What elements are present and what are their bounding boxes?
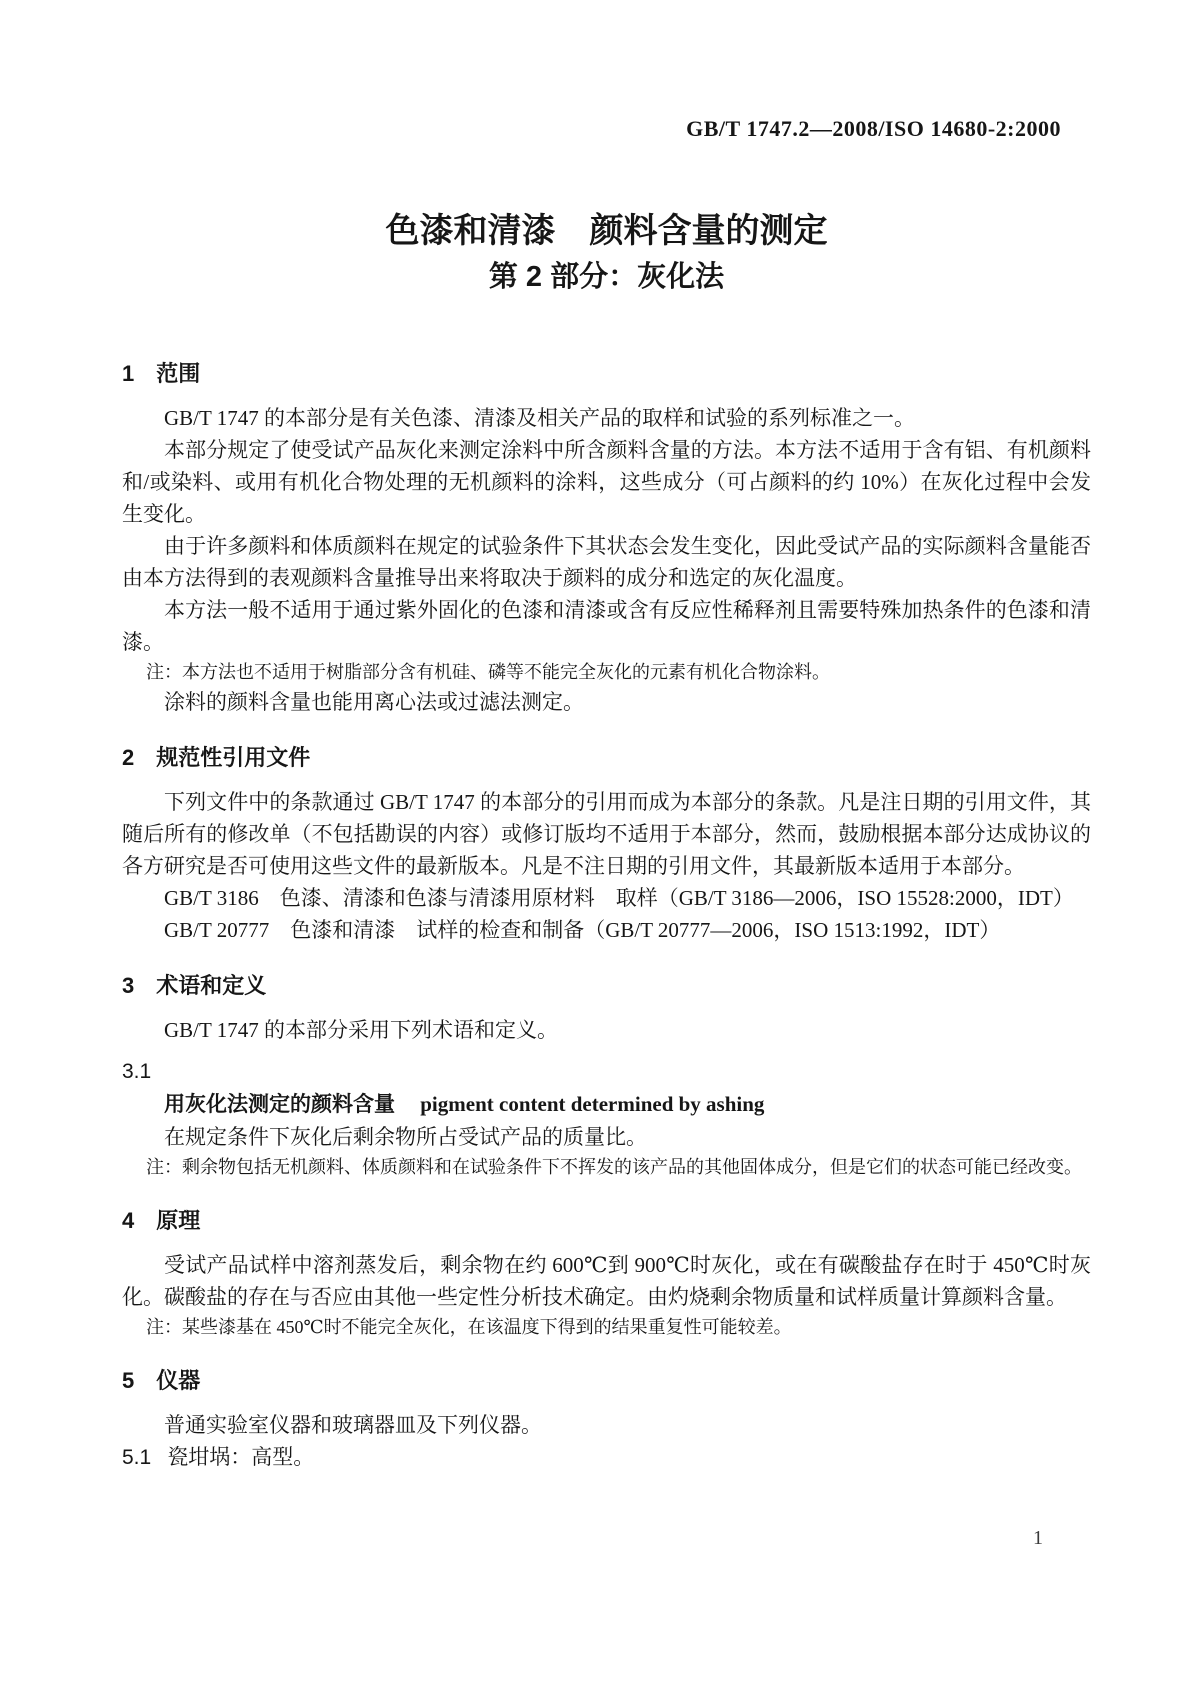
normative-reference: GB/T 3186 色漆、清漆和色漆与清漆用原材料 取样（GB/T 3186—2006，ISO 15528:2000，IDT） <box>164 886 1074 910</box>
term-definition: 在规定条件下灰化后剩余物所占受试产品的质量比。 <box>164 1125 647 1149</box>
section-5-paragraph: 普通实验室仪器和玻璃器皿及下列仪器。 <box>164 1413 542 1437</box>
section-3-paragraph: GB/T 1747 的本部分采用下列术语和定义。 <box>164 1018 558 1042</box>
section-4-heading: 4 原理 <box>122 1208 201 1233</box>
section-4-note: 注：某些漆基在 450℃时不能完全灰化，在该温度下得到的结果重复性可能较差。 <box>146 1317 792 1337</box>
section-1-note: 注：本方法也不适用于树脂部分含有机硅、磷等不能完全灰化的元素有机化合物涂料。 <box>146 662 830 682</box>
section-1-heading: 1 范围 <box>122 361 201 386</box>
page-number: 1 <box>1033 1527 1043 1549</box>
section-5-heading: 5 仪器 <box>122 1368 201 1393</box>
standard-code: GB/T 1747.2—2008/ISO 14680-2:2000 <box>686 116 1061 141</box>
document-subtitle: 第 2 部分：灰化法 <box>488 261 725 293</box>
page-content <box>122 0 1091 1474</box>
normative-reference: GB/T 20777 色漆和清漆 试样的检查和制备（GB/T 20777—2006，ISO 1513:1992，IDT） <box>164 918 1001 942</box>
section-3-note: 注：剩余物包括无机颜料、体质颜料和在试验条件下不挥发的该产品的其他固体成分，但是它们的状态可能已经改变。 <box>146 1157 1082 1177</box>
section-2-paragraph: 下列文件中的条款通过 GB/T 1747 的本部分的引用而成为本部分的条款。凡是注日期的引用文件，其随后所有的修改单（不包括勘误的内容）或修订版均不适用于本部分，然而，鼓励根据本部分达成协议的各方研究是否可使用这些文件的最新版本。凡是不注日期的引用文件，其最新版本适用于本部分。 <box>122 790 1091 878</box>
section-3-heading: 3 术语和定义 <box>122 973 267 998</box>
section-1-paragraph: 由于许多颜料和体质颜料在规定的试验条件下其状态会发生变化，因此受试产品的实际颜料含量能否由本方法得到的表观颜料含量推导出来将取决于颜料的成分和选定的灰化温度。 <box>122 534 1091 590</box>
title-block <box>122 210 1091 296</box>
clause-5-1 <box>122 1441 1091 1474</box>
document-title: 色漆和清漆 颜料含量的测定 <box>385 212 828 250</box>
section-4-paragraph: 受试产品试样中溶剂蒸发后，剩余物在约 600℃到 900℃时灰化，或在有碳酸盐存在时于 450℃时灰化。碳酸盐的存在与否应由其他一些定性分析技术确定。由灼烧剩余物质量和试样质量计算颜料含量。 <box>122 1253 1091 1309</box>
term-chinese: 用灰化法测定的颜料含量 <box>164 1093 395 1116</box>
clause-text: 瓷坩埚：高型。 <box>167 1445 315 1469</box>
clause-number: 5.1 <box>122 1446 152 1469</box>
term-line <box>122 1088 1091 1121</box>
section-1-paragraph: 本部分规定了使受试产品灰化来测定涂料中所含颜料含量的方法。本方法不适用于含有铝、有机颜料和/或染料、或用有机化合物处理的无机颜料的涂料，这些成分（可占颜料的约 10%）在灰化过程中会发生变化。 <box>122 438 1091 526</box>
term-number: 3.1 <box>122 1060 152 1083</box>
section-2-heading: 2 规范性引用文件 <box>122 745 311 770</box>
section-1-paragraph: 本方法一般不适用于通过紫外固化的色漆和清漆或含有反应性稀释剂且需要特殊加热条件的色漆和清漆。 <box>122 598 1091 654</box>
section-1-paragraph: GB/T 1747 的本部分是有关色漆、清漆及相关产品的取样和试验的系列标准之一。 <box>164 406 915 430</box>
term-english: pigment content determined by ashing <box>420 1092 765 1116</box>
section-1-paragraph: 涂料的颜料含量也能用离心法或过滤法测定。 <box>164 690 584 714</box>
